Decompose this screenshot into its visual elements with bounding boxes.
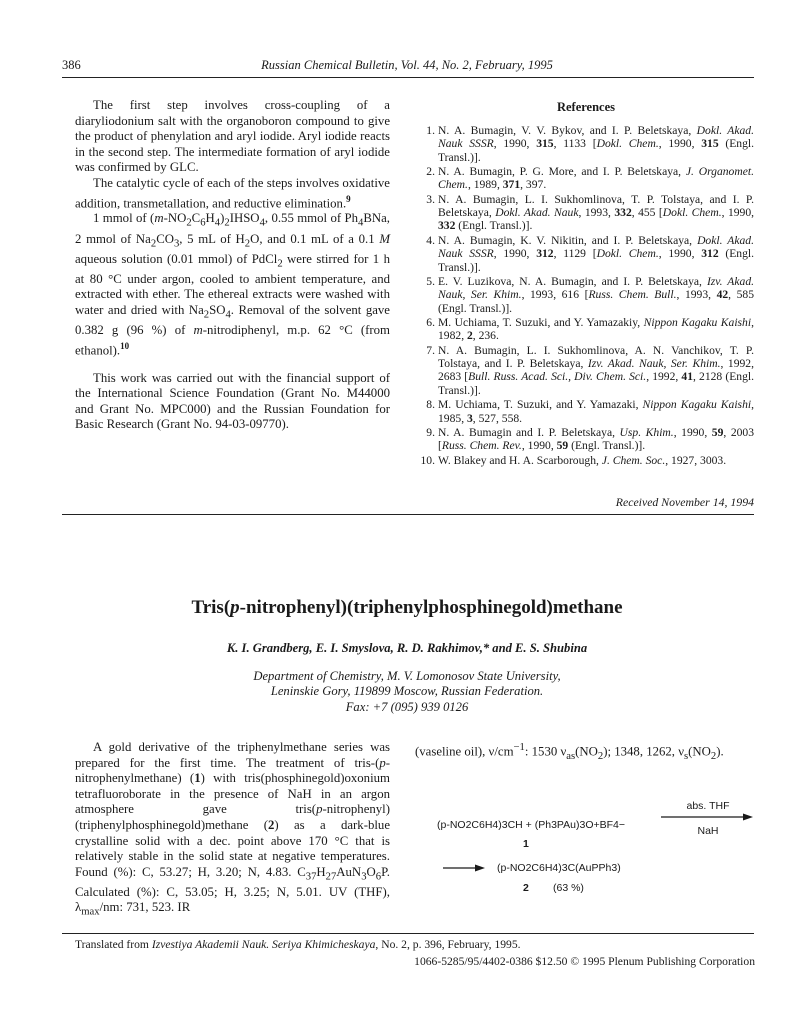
reference-item: 10. W. Blakey and H. A. Scarborough, J. Chem. Soc., 1927, 3003. xyxy=(420,453,727,467)
article-title: Tris(p-nitrophenyl)(triphenylphosphinegold)methane xyxy=(191,597,623,618)
journal-title: Russian Chemical Bulletin, Vol. 44, No. 2, February, 1995 xyxy=(261,58,553,72)
copyright: 1066-5285/95/4402-0386 $12.50 © 1995 Plenum Publishing Corporation xyxy=(414,955,755,968)
condition-solvent: abs. THF xyxy=(686,800,730,812)
reference-list xyxy=(418,124,754,468)
yield: (63 %) xyxy=(553,882,584,894)
paragraph: The catalytic cycle of each of the steps involves oxidative addition, transmetallation, and reductive elimination.$^9$ xyxy=(75,175,390,210)
condition-reagent: NaH xyxy=(697,825,719,837)
scheme-reactants: (p-NO2C6H4)3CH + (Ph3PAu)3O+BF4− xyxy=(437,819,626,831)
received-date: Received November 14, 1994 xyxy=(615,495,754,509)
compound-label-1: 1 xyxy=(523,838,529,850)
scheme-product: (p-NO2C6H4)3C(AuPPh3) xyxy=(497,862,621,874)
reaction-scheme xyxy=(415,785,760,905)
reference-item: 7. N. A. Bumagin, L. I. Sukhomlinova, A. N. Vanchikov, T. P. Tolstaya, and I. P. Beletskaya, Izv. Akad. Nauk, Ser. Khim., 1992, 2683 [Bull. Russ. Acad. Sci., Div. Chem. Sci., 1992, 41, 2128 (Engl. Transl.)]. xyxy=(426,343,755,397)
translation-note: Translated from Izvestiya Akademii Nauk. Seriya Khimicheskaya, No. 2, p. 396, February, 1995. xyxy=(75,938,521,951)
reference-item: 8. M. Uchiama, T. Suzuki, and Y. Yamazaki, Nippon Kagaku Kaishi, 1985, 3, 527, 558. xyxy=(426,398,754,425)
reference-item: 9. N. A. Bumagin and I. P. Beletskaya, Usp. Khim., 1990, 59, 2003 [Russ. Chem. Rev., 1990, 59 (Engl. Transl.)]. xyxy=(426,426,755,453)
reference-item: 4. N. A. Bumagin, K. V. Nikitin, and I. P. Beletskaya, Dokl. Akad. Nauk SSSR, 1990, 312, 1129 [Dokl. Chem., 1990, 312 (Engl. Transl.)]. xyxy=(426,233,755,274)
references-heading: References xyxy=(556,100,616,114)
page-number: 386 xyxy=(62,58,81,72)
reference-item: 3. N. A. Bumagin, L. I. Sukhomlinova, T. P. Tolstaya, and I. P. Beletskaya, Dokl. Akad. Nauk, 1993, 332, 455 [Dokl. Chem., 1990, 332 (Engl. Transl.)]. xyxy=(426,192,755,233)
experimental-paragraph: 1 mmol of $(m-NO_2C_6H_4)_2IHSO_4$, 0.55 mmol of $Ph_4BNa$, 2 mmol of $Na_2CO_3$, 5 mL of $H_2O$, and 0.1 mL of a 0.1 M aqueous solution (0.01 mmol) of PdCl$_2$ were stirred for 1 h at 80 °C under argon, cooled to ambient temperature, and extracted with ether. The ethereal extracts were washed with water and dried with $Na_2SO_4$. Removal of the solvent gave 0.382 g (96 %) of m-nitrodiphenyl, m.p. 62 °C (from ethanol).$^{10}$ xyxy=(75,211,391,358)
running-header xyxy=(62,58,752,76)
left-column xyxy=(75,98,390,433)
reference-item: 2. N. A. Bumagin, P. G. More, and I. P. Beletskaya, J. Organomet. Chem., 1989, 371, 397. xyxy=(426,165,754,192)
reference-item: 1. N. A. Bumagin, V. V. Bykov, and I. P. Beletskaya, Dokl. Akad. Nauk SSSR, 1990, 315, 1133 [Dokl. Chem., 1990, 315 (Engl. Transl.)]. xyxy=(426,124,755,164)
footer-rule xyxy=(62,933,754,934)
article-body-left xyxy=(75,740,390,921)
header-rule xyxy=(62,77,754,78)
section-rule xyxy=(62,514,754,515)
reaction-arrow-icon xyxy=(661,812,753,822)
compound-label-2: 2 xyxy=(523,882,529,894)
affiliation: Department of Chemistry, M. V. Lomonosov State University, Leninskie Gory, 119899 Moscow, Russian Federation. Fax: +7 (095) 939 0126 xyxy=(253,669,561,714)
paragraph: The first step involves cross-coupling of a diaryliodonium salt with the organoboron compound to give the product of phenylation and aryl iodide. Aryl iodide reacts in the second step. The intermediate formation of aryl iodide was confirmed by GLC. xyxy=(75,98,390,175)
reference-item: 5. E. V. Luzikova, N. A. Bumagin, and I. P. Beletskaya, Izv. Akad. Nauk, Ser. Khim., 1993, 616 [Russ. Chem. Bull., 1993, 42, 585 (Engl. Transl.)]. xyxy=(426,275,755,315)
ir-continuation: (vaseline oil), $\nu/cm^{-1}$: 1530 $\nu_{as}(NO_2)$; 1348, 1262, $\nu_s(NO_2)$. xyxy=(415,742,724,762)
acknowledgement: This work was carried out with the financial support of the International Science Foundation (Grant No. M44000 and Grant No. MPC000) and the Russian Foundation for Basic Research (Grant No. 94-03-09770). xyxy=(75,370,390,432)
reference-item: 6. M. Uchiama, T. Suzuki, and Y. Yamazakiy, Nippon Kagaku Kaishi, 1982, 2, 236. xyxy=(426,316,754,343)
paragraph: A gold derivative of the triphenylmethane series was prepared for the first time. The treatment of tris-(p-nitrophenylmethane) (1) with tris(phosphinegold)oxonium tetrafluoroborate in the presence of NaH in an argon atmosphere gave tris(p-nitrophenyl)(triphenylphosphinegold)methane (2) as a dark-blue crystalline solid with a dec. point above 170 °C that is relatively stable in the solid state at negative temperatures. Found (%): C, 53.27; H, 3.20; N, 4.83. $C_{37}H_{27}AuN_3O_6P$. Calculated (%): C, 53.05; H, 3.25; N, 5.01. UV (THF), $\lambda_{max}/nm$: 731, 523. IR xyxy=(75,740,391,919)
authors: K. I. Grandberg, E. I. Smyslova, R. D. Rakhimov,* and E. S. Shubina xyxy=(226,641,588,655)
reaction-arrow-icon xyxy=(443,863,485,873)
